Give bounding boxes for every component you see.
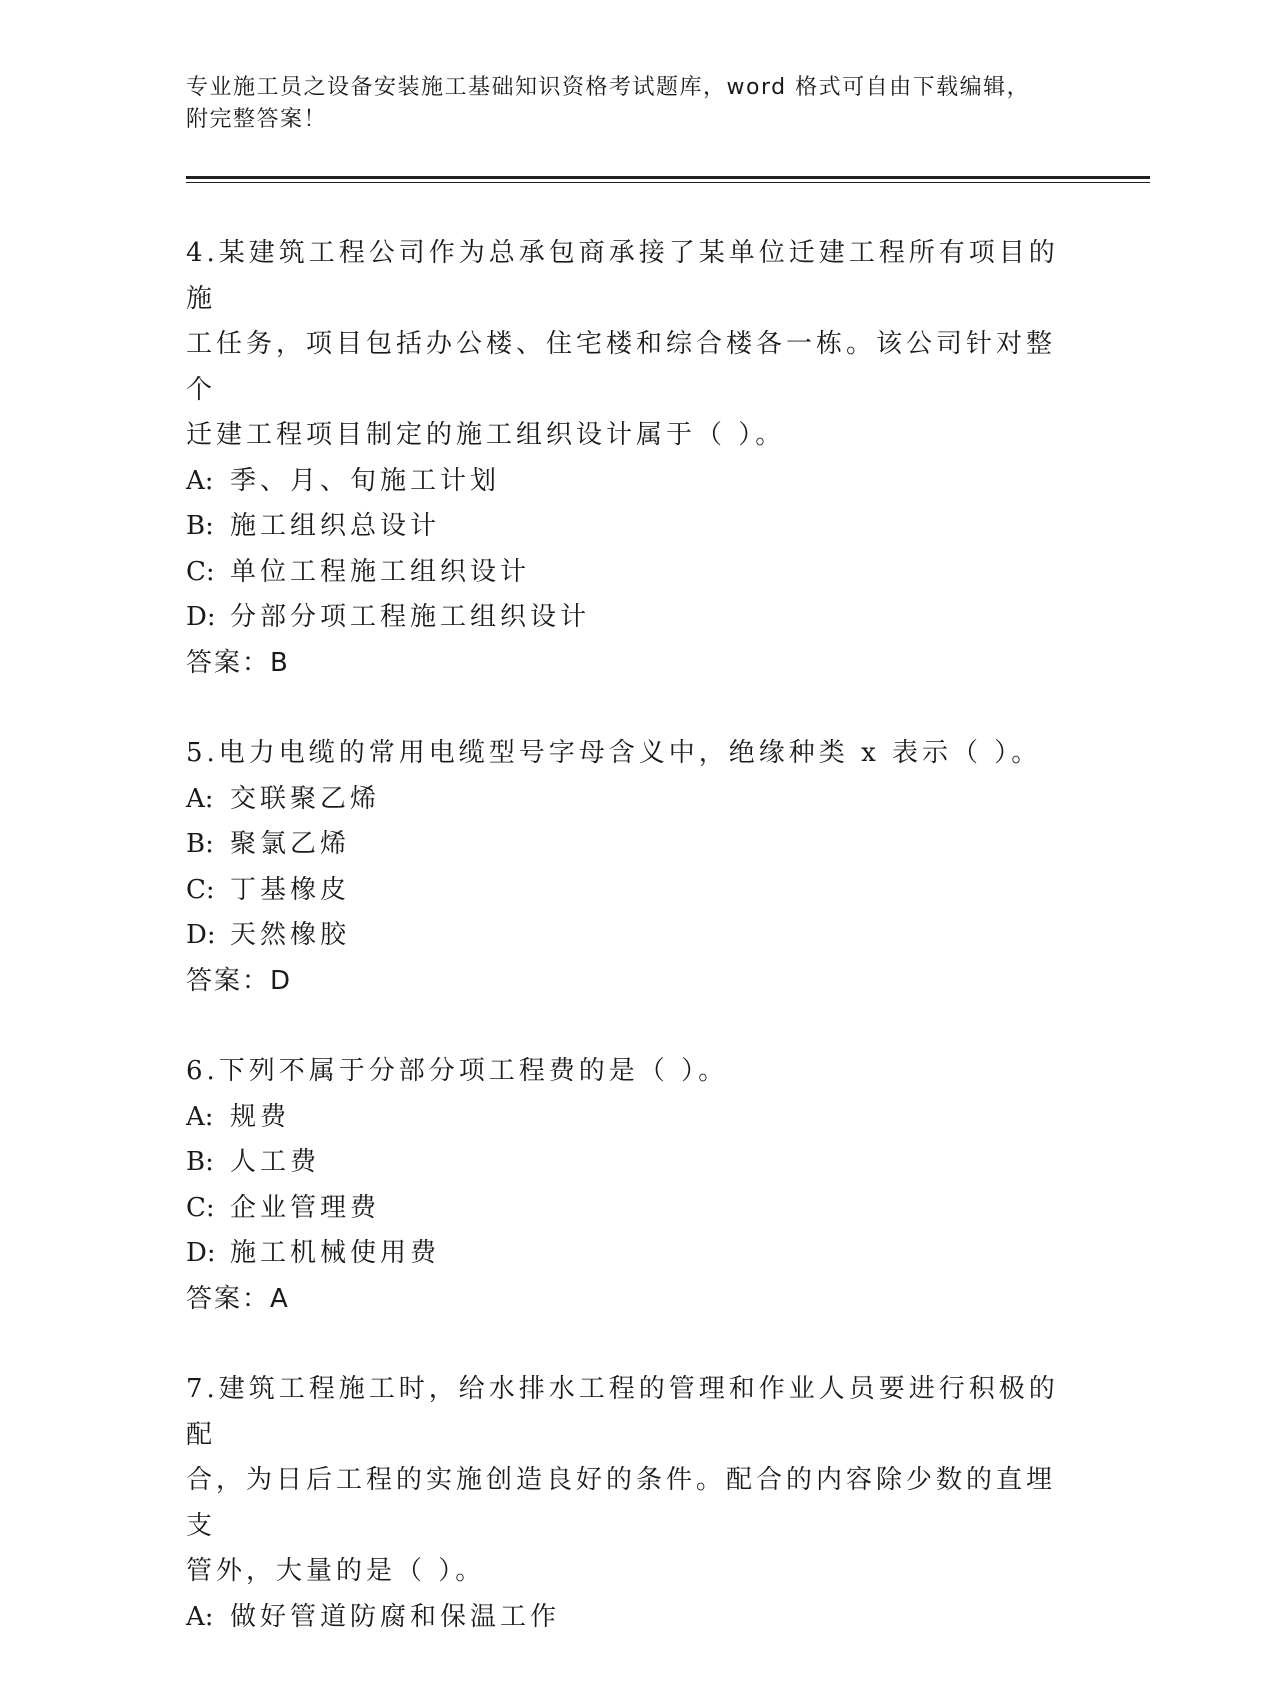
option-a — [186, 1095, 1066, 1141]
option-text: 规费 — [230, 1101, 291, 1132]
option-d — [186, 1231, 1066, 1277]
question-text — [186, 1049, 1066, 1095]
question-line: 迁建工程项目制定的施工组织设计属于（ ）。 — [186, 420, 786, 450]
question-line: 合，为日后工程的实施创造良好的条件。配合的内容除少数的直埋支 — [186, 1465, 1057, 1541]
option-text: 施工组织总设计 — [230, 511, 441, 541]
option-text: 交联聚乙烯 — [230, 783, 381, 814]
question-5 — [186, 731, 1066, 1004]
option-letter: C: — [186, 874, 215, 905]
option-d — [186, 595, 1066, 641]
answer-line: 答案：D — [186, 965, 293, 996]
option-a — [186, 777, 1066, 823]
option-text: 丁基橡皮 — [230, 874, 351, 905]
option-a — [186, 1595, 1066, 1641]
option-text: 天然橡胶 — [230, 920, 351, 950]
option-c — [186, 868, 1066, 914]
option-letter: A: — [186, 1601, 214, 1632]
option-letter: C: — [186, 1192, 215, 1223]
question-7 — [186, 1367, 1066, 1640]
answer-line: 答案：A — [186, 1283, 290, 1314]
option-c — [186, 550, 1066, 596]
question-list — [186, 231, 1066, 1685]
option-text: 做好管道防腐和保温工作 — [230, 1601, 561, 1632]
question-line: 4.某建筑工程公司作为总承包商承接了某单位迁建工程所有项目的施 — [186, 238, 1059, 314]
header-divider-thick — [186, 176, 1150, 179]
question-line: 7.建筑工程施工时，给水排水工程的管理和作业人员要进行积极的配 — [186, 1374, 1059, 1450]
option-b — [186, 822, 1066, 868]
option-d — [186, 913, 1066, 959]
option-text: 单位工程施工组织设计 — [230, 556, 531, 587]
question-line: 管外，大量的是（ ）。 — [186, 1556, 486, 1586]
question-text — [186, 231, 1066, 459]
question-text — [186, 1367, 1066, 1595]
option-b — [186, 504, 1066, 550]
option-letter: A: — [186, 465, 214, 496]
header-line-2: 附完整答案！ — [186, 107, 328, 132]
question-line: 工任务，项目包括办公楼、住宅楼和综合楼各一栋。该公司针对整个 — [186, 329, 1057, 405]
header-line-1: 专业施工员之设备安装施工基础知识资格考试题库，word 格式可自由下载编辑， — [186, 75, 1031, 100]
option-letter: A: — [186, 783, 214, 814]
option-text: 施工机械使用费 — [230, 1238, 441, 1268]
question-6 — [186, 1049, 1066, 1322]
option-letter: D: — [186, 1238, 216, 1268]
option-text: 企业管理费 — [230, 1192, 381, 1223]
question-line: 5.电力电缆的常用电缆型号字母含义中，绝缘种类 x 表示（ ）。 — [186, 738, 1042, 768]
document-header — [186, 72, 1066, 136]
option-text: 人工费 — [230, 1147, 321, 1177]
question-line: 6.下列不属于分部分项工程费的是（ ）。 — [186, 1056, 729, 1086]
question-4 — [186, 231, 1066, 686]
option-letter: D: — [186, 602, 216, 632]
option-letter: B: — [186, 1147, 214, 1177]
option-letter: A: — [186, 1101, 214, 1132]
option-c — [186, 1186, 1066, 1232]
option-letter: B: — [186, 511, 214, 541]
option-text: 聚氯乙烯 — [230, 829, 351, 859]
question-text — [186, 731, 1066, 777]
header-divider-thin — [186, 182, 1150, 183]
option-letter: C: — [186, 556, 215, 587]
option-b — [186, 1140, 1066, 1186]
option-letter: D: — [186, 920, 216, 950]
option-a — [186, 459, 1066, 505]
option-letter: B: — [186, 829, 214, 859]
option-text: 分部分项工程施工组织设计 — [230, 602, 591, 632]
option-text: 季、月、旬施工计划 — [230, 465, 501, 496]
answer-line: 答案：B — [186, 647, 290, 678]
